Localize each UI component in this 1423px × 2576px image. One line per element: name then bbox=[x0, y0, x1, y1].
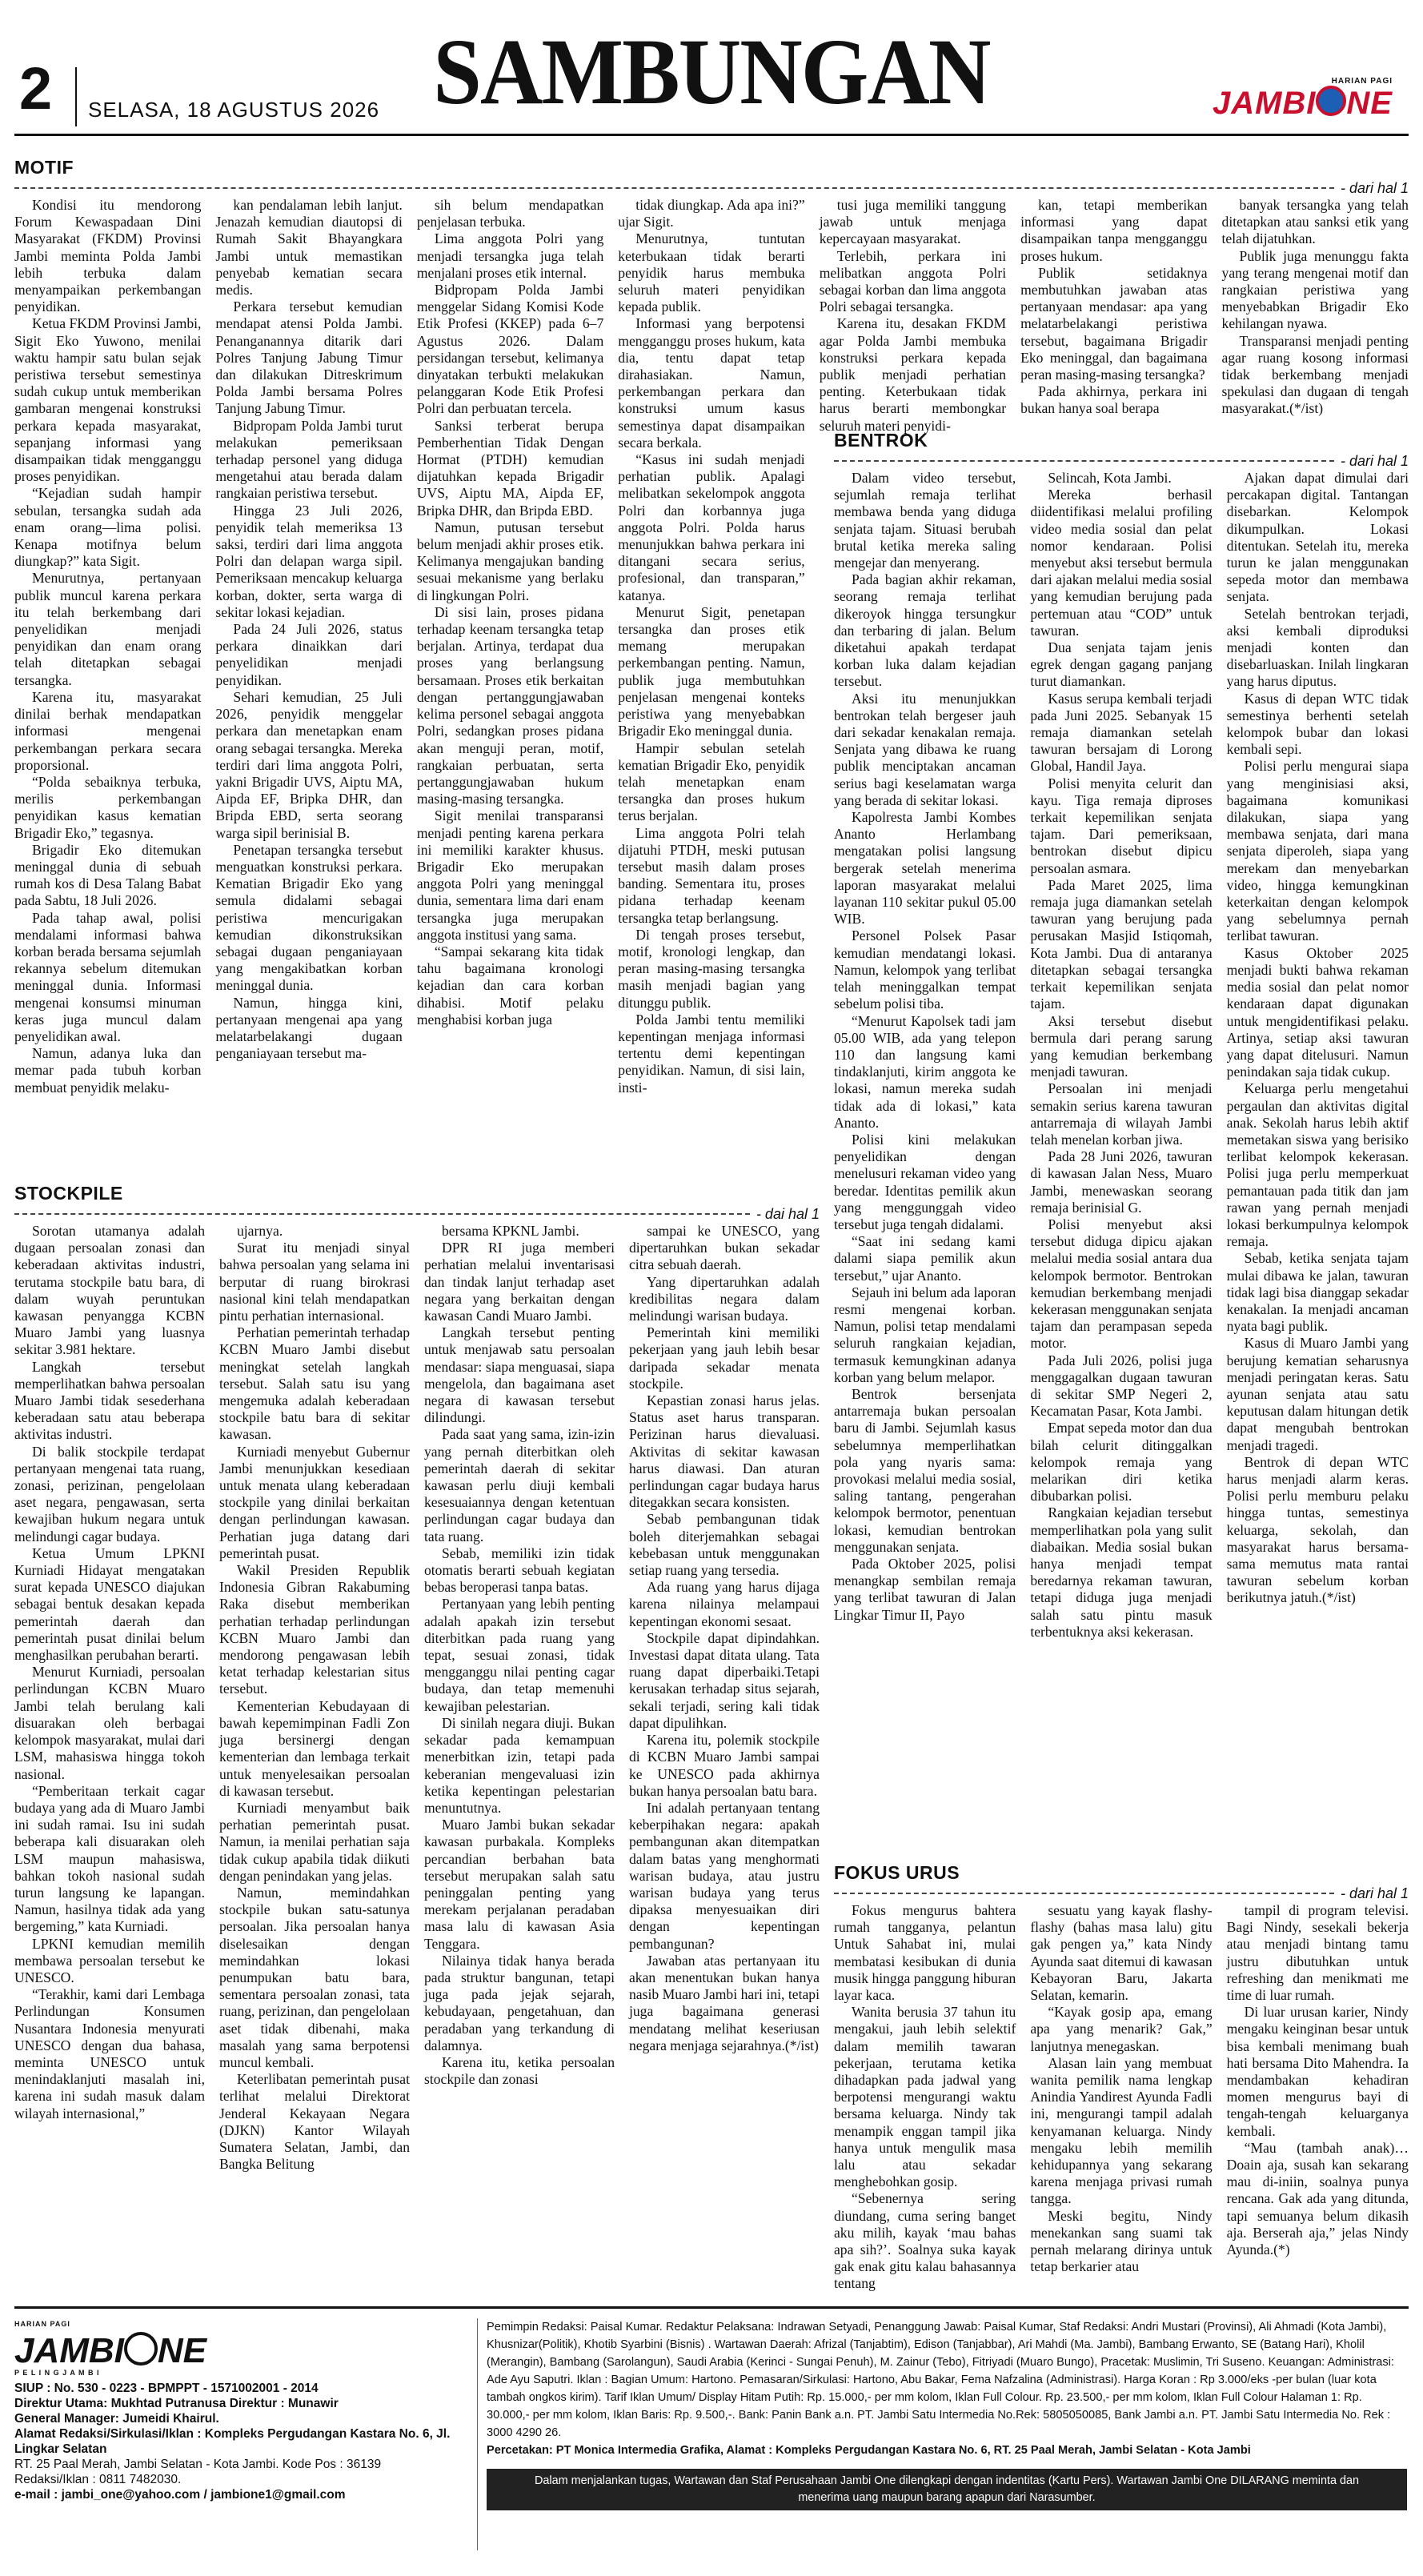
logo-tag: HARIAN PAGI bbox=[1331, 77, 1393, 86]
article-paragraph: Sebab pembangunan tidak boleh diterjemahkan sebagai kebebasan untuk menggunakan setiap ruang yang tersedia. bbox=[629, 1511, 820, 1579]
article-paragraph: kan pendalaman lebih lanjut. Jenazah kemudian diautopsi di Rumah Sakit Bhayangkara Jambi untuk memastikan penyebab kematian secara medis. bbox=[215, 197, 403, 298]
article-paragraph: Kasus Oktober 2025 menjadi bukti bahwa rekaman media sosial dan pelat nomor kendaraan dapat digunakan untuk mengidentifikasi pelaku. Artinya, setiap aksi tawuran yang dapat ditelusuri. Namun penindakan saja tidak cukup. bbox=[1226, 944, 1409, 1080]
article-paragraph: Alasan lain yang membuat wanita pemilik nama lengkap Anindia Yandirest Ayunda Fadli ini, mengurangi tampil adalah kenyamanan keluarga. Nindy mengaku lebih memilih kehidupannya yang sekarang karena menjaga privasi rumah tangga. bbox=[1030, 2054, 1213, 2207]
imprint-right bbox=[487, 2318, 1407, 2510]
article-column bbox=[834, 1902, 1016, 2292]
article-paragraph: tidak diungkap. Ada apa ini?” ujar Sigit. bbox=[618, 197, 805, 230]
article-paragraph: Di tengah proses tersebut, motif, kronologi lengkap, dan peran masing-masing tersangka masih menjadi bagian yang ditunggu publik. bbox=[618, 926, 805, 1011]
article-paragraph: Publik setidaknya membutuhkan jawaban atas pertanyaan mendasar: apa yang melatarbelakangi peristiwa tersebut, bagaimana Brigadir Eko meninggal, dan bagaimana peran masing-masing tersangka? bbox=[1020, 264, 1208, 383]
article-paragraph: Kurniadi menyambut baik perhatian pemerintah pusat. Namun, ia menilai perhatian saja tidak cukup apabila tidak diikuti dengan penindakan yang jelas. bbox=[219, 1799, 410, 1884]
article-paragraph: Polisi menyita celurit dan kayu. Tiga remaja diproses terkait kepemilikan senjata tajam. Dari pemeriksaan, bentrokan disebut dipicu persoalan asmara. bbox=[1030, 775, 1213, 876]
article-paragraph: Rangkaian kejadian tersebut memperlihatkan pola yang sulit diabaikan. Media sosial bukan hanya menjadi tempat beredarnya rekaman tawuran, tetapi diduga juga menjadi salah satu pintu masuk terbentuknya aksi kekerasan. bbox=[1030, 1504, 1213, 1640]
article-paragraph: Pada saat yang sama, izin-izin yang pernah diterbitkan oleh pemerintah daerah di sekitar kawasan perlu diuji kembali kesesuaiannya dengan ketentuan perlindungan cagar budaya dan tata ruang. bbox=[424, 1426, 615, 1544]
article-paragraph: Ketua FKDM Provinsi Jambi, Sigit Eko Yuwono, menilai waktu hampir satu bulan sejak peristiwa tersebut semestinya sudah cukup untuk memberikan gambaran mengenai konstruksi perkara kepada masyarakat, sepanjang informasi yang disampaikan tidak mengganggu proses penyidikan. bbox=[14, 315, 202, 485]
article-paragraph: Muaro Jambi bukan sekadar kawasan purbakala. Kompleks percandian berbahan bata tersebut merupakan salah satu peninggalan penting yang merekam perjalanan peradaban masa lalu di kawasan Asia Tenggara. bbox=[424, 1817, 615, 1952]
article-paragraph: Aksi itu menunjukkan bentrokan telah bergeser jauh dari sekadar kenakalan remaja. Senjata yang dibawa ke ruang publik menciptakan ancaman serius bagi keselamatan warga yang berada di sekitar lokasi. bbox=[834, 690, 1016, 808]
article-paragraph: Polisi perlu mengurai siapa yang menginisiasi aksi, bagaimana komunikasi dilakukan, siapa yang membawa senjata, dari mana senjata diperoleh, siapa yang merekam dan menyebarkan video, hingga kemungkinan keterkaitan dengan kelompok yang sebelumnya pernah terlibat tawuran. bbox=[1226, 758, 1409, 944]
article-paragraph: Pada Maret 2025, lima remaja juga diamankan setelah tawuran yang berujung pada perusakan Masjid Istiqomah, Kota Jambi. Dua di antaranya ditetapkan sebagai tersangka terkait kepemilikan senjata tajam. bbox=[1030, 876, 1213, 1012]
article-paragraph: sesuatu yang kayak flashy-flashy (bahas masa lalu) gitu gak pengen ya,” kata Nindy Ayunda saat ditemui di kawasan Kebayoran Baru, Jakarta Selatan, kemarin. bbox=[1030, 1902, 1213, 2004]
article-paragraph: Publik juga menunggu fakta yang terang mengenai motif dan rangkaian peristiwa yang menyebabkan Brigadir Eko kehilangan nyawa. bbox=[1221, 247, 1409, 332]
article-column bbox=[629, 1223, 820, 2279]
section-bentrok bbox=[834, 428, 1409, 1640]
continued-from-ref: - dari hal 1 bbox=[1340, 1885, 1409, 1901]
article-paragraph: Sorotan utamanya adalah dugaan persoalan zonasi dan keberadaan aktivitas industri, terutama stockpile batu bara, di dalam wuyah peruntukan kawasan penyangga KCBN Muaro Jambi yang luasnya sekitar 3.981 hektare. bbox=[14, 1223, 205, 1358]
article-paragraph: Menurutnya, pertanyaan publik muncul karena perkara itu telah berkembang dari penyelidikan menjadi penyidikan dan enam orang telah ditetapkan sebagai tersangka. bbox=[14, 570, 202, 688]
article-paragraph: Dalam video tersebut, sejumlah remaja terlihat membawa benda yang diduga senjata tajam. Situasi berubah brutal ketika mereka saling mengejar dan menyerang. bbox=[834, 470, 1016, 571]
section-rule bbox=[14, 1205, 820, 1223]
article-paragraph: Pada 28 Juni 2026, tawuran di kawasan Jalan Ness, Muaro Jambi, menewaskan seorang remaja berinisial G. bbox=[1030, 1148, 1213, 1216]
article-paragraph: Polisi menyebut aksi tersebut diduga dipicu ajakan melalui media sosial antara dua kelompok bermotor. Bentrokan kemudian berkembang menjadi kekerasan menggunakan senjata tajam dan perampasan sepeda motor. bbox=[1030, 1216, 1213, 1352]
article-paragraph: Bidpropam Polda Jambi menggelar Sidang Komisi Kode Etik Profesi (KKEP) pada 6–7 Agustus 2026. Dalam persidangan tersebut, kelimanya dinyatakan terbukti melakukan pelanggaran Kode Etik Profesi Polri dan perbuatan tercela. bbox=[416, 282, 604, 417]
imprint-line: RT. 25 Paal Merah, Jambi Selatan - Kota Jambi. Kode Pos : 36139 bbox=[14, 2458, 382, 2471]
imprint-line: Direktur Utama: Mukhtad Putranusa Direktur : Munawir bbox=[14, 2397, 339, 2410]
article-paragraph: ujarnya. bbox=[237, 1223, 283, 1239]
article-paragraph: Surat itu menjadi sinyal bahwa persoalan yang selama ini berputar di ruang birokrasi nasional kini telah mendapatkan pintu perhatian internasional. bbox=[219, 1240, 410, 1324]
footer-logo-o-icon bbox=[124, 2332, 158, 2366]
article-column bbox=[424, 1223, 615, 2279]
article-paragraph: Namun, adanya luka dan memar pada tubuh korban membuat penyidik melaku- bbox=[14, 1045, 202, 1096]
continued-from-ref: - dari hal 1 bbox=[1340, 452, 1409, 469]
article-paragraph: Pada bagian akhir rekaman, seorang remaja terlihat dikeroyok hingga tersungkur dan terbaring di jalan. Belum diketahui apakah terdapat korban luka dalam kejadian tersebut. bbox=[834, 571, 1016, 690]
article-paragraph: Penetapan tersangka tersebut menguatkan konstruksi perkara. Kematian Brigadir Eko yang semula didalami sebagai peristiwa mencurigakan kemudian dikonstruksikan sebagai dugaan penganiayaan yang mengakibatkan korban meninggal dunia. bbox=[215, 841, 403, 994]
article-column bbox=[1020, 197, 1208, 417]
article-paragraph: Brigadir Eko ditemukan meninggal dunia di sebuah rumah kos di Desa Talang Babat pada Sabtu, 18 Juli 2026. bbox=[14, 841, 202, 909]
article-paragraph: LPKNI kemudian memilih membawa persoalan tersebut ke UNESCO. bbox=[14, 1935, 205, 1985]
footer-logo-suffix: NE bbox=[157, 2331, 207, 2370]
article-paragraph: Yang dipertaruhkan adalah kredibilitas negara dalam melindungi warisan budaya. bbox=[629, 1273, 820, 1324]
article-paragraph: Kasus serupa kembali terjadi pada Juni 2025. Sebanyak 15 remaja diamankan setelah tawuran bersajam di Lorong Global, Handil Jaya. bbox=[1030, 690, 1213, 775]
article-paragraph: Lima anggota Polri yang menjadi tersangka juga telah menjalani proses etik internal. bbox=[416, 230, 604, 281]
article-paragraph: “Kayak gosip apa, emang apa yang menarik? Gak,” lanjutnya menegaskan. bbox=[1030, 2004, 1213, 2054]
article-paragraph: Bidpropam Polda Jambi turut melakukan pemeriksaan terhadap personel yang diduga mengetahui atau berada dalam rangkaian peristiwa tersebut. bbox=[215, 417, 403, 502]
article-paragraph: Sebab, memiliki izin tidak otomatis berarti sebuah kegiatan bebas beroperasi tanpa batas. bbox=[424, 1544, 615, 1596]
article-paragraph: Setelah bentrokan terjadi, aksi kembali diproduksi menjadi konten dan disebarluaskan. Inilah lingkaran yang harus diputus. bbox=[1226, 605, 1409, 690]
article-paragraph: “Polda sebaiknya terbuka, merilis perkembangan penyidikan kasus kematian Brigadir Eko,” tegasnya. bbox=[14, 773, 202, 841]
article-paragraph: Fokus mengurus bahtera rumah tangganya, pelantun Untuk Sahabat ini, mulai membatasi kesibukan di dunia musik hingga panggung hiburan layar kaca. bbox=[834, 1902, 1016, 2004]
footer-logo-tagline: P E L I N G J A M B I bbox=[14, 2369, 100, 2377]
article-column bbox=[618, 197, 805, 1096]
article-paragraph: Pemerintah kini memiliki pekerjaan yang jauh lebih besar daripada sekadar menata stockpile. bbox=[629, 1324, 820, 1392]
logo-o-icon bbox=[1316, 86, 1346, 116]
article-paragraph: Transparansi menjadi penting agar ruang kosong informasi tidak berkembang menjadi spekulasi dan dugaan di tengah masyarakat.(*/ist) bbox=[1221, 332, 1409, 417]
imprint-line: Redaksi/Iklan : 0811 7482030. bbox=[14, 2473, 182, 2486]
article-paragraph: “Menurut Kapolsek tadi jam 05.00 WIB, ada yang telepon 110 dan langsung kami tindaklanjuti, kirim anggota ke lokasi, namun mereka sudah tidak ada di lokasi,” kata Ananto. bbox=[834, 1012, 1016, 1131]
article-paragraph: Kepastian zonasi harus jelas. Status aset harus transparan. Perizinan harus dievaluasi. Aktivitas di sekitar kawasan harus diawasi. Dan aturan perlindungan cagar budaya harus ditegakkan secara konsisten. bbox=[629, 1392, 820, 1511]
article-column bbox=[834, 470, 1016, 1623]
article-paragraph: Lima anggota Polri telah dijatuhi PTDH, meski putusan tersebut masih dalam proses banding. Sementara itu, proses pidana terhadap keenam tersangka tetap berlangsung. bbox=[618, 824, 805, 926]
article-paragraph: Langkah tersebut memperlihatkan bahwa persoalan Muaro Jambi tidak sesederhana keberadaan satu atau beberapa aktivitas industri. bbox=[14, 1358, 205, 1443]
article-paragraph: Karena itu, desakan FKDM agar Polda Jambi membuka konstruksi perkara kepada publik menjadi perhatian penting. Keterbukaan tidak harus berarti membongkar seluruh materi penyidi- bbox=[819, 315, 1007, 434]
article-paragraph: Kasus di depan WTC tidak semestinya berhenti setelah kelompok bubar dan lokasi kembali sepi. bbox=[1226, 690, 1409, 758]
article-paragraph: Jawaban atas pertanyaan itu akan menentukan bukan hanya nasib Muaro Jambi hari ini, tetapi juga bagaimana generasi mendatang melihat keseriusan negara menjaga sejarahnya.(*/ist) bbox=[629, 1952, 820, 2053]
article-paragraph: bersama KPKNL Jambi. bbox=[442, 1223, 579, 1239]
article-paragraph: Pada akhirnya, perkara ini bukan hanya soal berapa bbox=[1020, 383, 1208, 417]
article-paragraph: Di luar urusan karier, Nindy mengaku keinginan besar untuk bisa kembali menimang buah hati bersama Dito Mahendra. Ia mendambakan kehadiran momen mengurus bayi di tengah-tengah keluarganya kembali. bbox=[1226, 2004, 1409, 2139]
article-paragraph: Perhatian pemerintah terhadap KCBN Muaro Jambi disebut meningkat setelah langkah tersebut. Salah satu isu yang mengemuka adalah keberadaan stockpile batu bara di sekitar kawasan. bbox=[219, 1324, 410, 1443]
imprint-line: General Manager: Jumeidi Khairul. bbox=[14, 2412, 219, 2426]
masthead-rule bbox=[14, 134, 1409, 136]
article-column bbox=[416, 197, 604, 1028]
article-columns bbox=[834, 470, 1409, 1640]
article-paragraph: Namun, memindahkan stockpile bukan satu-satunya persoalan. Jika persoalan hanya diselesaikan dengan memindahkan lokasi penumpukan batu bara, sementara persoalan zonasi, tata ruang, perizinan, dan pengelolaan aset tidak dibenahi, maka masalah yang sama berpotensi muncul kembali. bbox=[219, 1884, 410, 2070]
press-notice: Dalam menjalankan tugas, Wartawan dan Staf Perusahaan Jambi One dilengkapi dengan indentitas (Kartu Pers). Wartawan Jambi One DILARANG meminta dan menerima uang maupun barang apapun dari Narasumber. bbox=[487, 2469, 1407, 2510]
article-column bbox=[819, 197, 1007, 434]
article-column bbox=[1221, 197, 1409, 417]
section-rule bbox=[834, 1885, 1409, 1902]
article-column bbox=[1226, 470, 1409, 1606]
article-paragraph: Kementerian Kebudayaan di bawah kepemimpinan Fadli Zon juga bersinergi dengan kementerian dan lembaga terkait untuk menyelesaikan persoalan di kawasan tersebut. bbox=[219, 1697, 410, 1799]
article-paragraph: kan, tetapi memberikan informasi yang dapat disampaikan tanpa mengganggu proses hukum. bbox=[1020, 197, 1208, 264]
page-section-title: SAMBUNGAN bbox=[433, 19, 990, 124]
article-paragraph: Aksi tersebut disebut bermula dari perang sarung yang kemudian berkembang menjadi tawuran. bbox=[1030, 1012, 1213, 1080]
article-paragraph: sih belum mendapatkan penjelasan terbuka. bbox=[416, 197, 604, 230]
article-paragraph: tusi juga memiliki tanggung jawab untuk menjaga kepercayaan masyarakat. bbox=[819, 197, 1007, 247]
article-paragraph: Pada Juli 2026, polisi juga menggagalkan dugaan tawuran di sekitar SMP Negeri 2, Kecamatan Pasar, Kota Jambi. bbox=[1030, 1352, 1213, 1420]
article-paragraph: Wanita berusia 37 tahun itu mengakui, jauh lebih selektif dalam memilih tawaran pekerjaan, terutama ketika dihadapkan pada jadwal yang berpotensi mengurangi waktu bersama keluarga. Nindy tak menampik enggan tampil jika hanya untuk mengulik masa lalu atau sekadar menghebohkan gosip. bbox=[834, 2004, 1016, 2190]
article-paragraph: Keluarga perlu mengetahui pergaulan dan aktivitas digital anak. Sekolah harus lebih aktif memetakan siswa yang berisiko terlibat kelompok kekerasan. Polisi juga perlu memperkuat pemantauan pada titik dan jam rawan yang pernah menjadi lokasi berkumpulnya kelompok remaja. bbox=[1226, 1080, 1409, 1250]
newspaper-logo bbox=[1213, 77, 1393, 122]
masthead bbox=[14, 0, 1409, 136]
article-column bbox=[14, 197, 202, 1096]
article-paragraph: Stockpile dapat dipindahkan. Investasi dapat ditata ulang. Tata ruang dapat diperbaiki.Tetapi kerusakan terhadap situs sejarah, sekali terjadi, sering kali tidak dapat dipulihkan. bbox=[629, 1629, 820, 1731]
article-paragraph: Wakil Presiden Republik Indonesia Gibran Rakabuming Raka disebut memberikan perhatian terhadap perlindungan KCBN Muaro Jambi dan mendorong pengawasan lebih ketat terhadap kelestarian situs tersebut. bbox=[219, 1562, 410, 1697]
article-paragraph: Empat sepeda motor dan dua bilah celurit ditinggalkan kelompok remaja yang melarikan diri ketika dibubarkan polisi. bbox=[1030, 1420, 1213, 1504]
article-paragraph: Hampir sebulan setelah kematian Brigadir Eko, penyidik telah menetapkan enam tersangka dan proses hukum terus berjalan. bbox=[618, 739, 805, 824]
article-paragraph: sampai ke UNESCO, yang dipertaruhkan bukan sekadar citra sebuah daerah. bbox=[629, 1223, 820, 1273]
footer-divider bbox=[477, 2318, 478, 2550]
article-paragraph: Selincah, Kota Jambi. bbox=[1048, 470, 1172, 486]
imprint-line: Alamat Redaksi/Sirkulasi/Iklan : Kompleks Pergudangan Kastara No. 6, Jl. Lingkar Selatan bbox=[14, 2427, 451, 2456]
article-column bbox=[215, 197, 403, 1062]
footer-logo bbox=[14, 2317, 471, 2381]
continued-from-ref: - dai hal 1 bbox=[756, 1205, 820, 1222]
imprint-line: SIUP : No. 530 - 0223 - BPMPPT - 1571002001 - 2014 bbox=[14, 2382, 319, 2395]
article-paragraph: Terlebih, perkara ini melibatkan anggota Polri sebagai korban dan lima anggota Polri sebagai tersangka. bbox=[819, 247, 1007, 315]
footer-logo-tag: HARIAN PAGI bbox=[14, 2320, 70, 2328]
continued-from-ref: - dari hal 1 bbox=[1340, 179, 1409, 196]
article-paragraph: Sigit menilai transparansi menjadi penting karena perkara ini memiliki karakter khusus. Brigadir Eko merupakan anggota Polri yang meninggal dunia, sementara lima dari enam tersangka juga merupakan anggota institusi yang sama. bbox=[416, 807, 604, 943]
article-paragraph: Personel Polsek Pasar kemudian mendatangi lokasi. Namun, kelompok yang terlibat telah meninggalkan tempat sebelum polisi tiba. bbox=[834, 927, 1016, 1012]
imprint-email: e-mail : jambi_one@yahoo.com / jambione1@gmail.com bbox=[14, 2488, 346, 2502]
article-paragraph: Namun, hingga kini, pertanyaan mengenai apa yang melatarbelakangi dugaan penganiayaan tersebut ma- bbox=[215, 994, 403, 1062]
article-column bbox=[14, 1223, 205, 2279]
article-paragraph: Polda Jambi tentu memiliki kepentingan menjaga informasi tertentu demi kepentingan penyidikan. Namun, di sisi lain, insti- bbox=[618, 1011, 805, 1096]
imprint-footer bbox=[14, 2306, 1409, 2565]
article-paragraph: “Terakhir, kami dari Lembaga Perlindungan Konsumen Nusantara Indonesia menyurati UNESCO dengan dua bahasa, meminta UNESCO untuk menindaklanjuti masalah ini, karena ini sudah masuk dalam wilayah internasional,” bbox=[14, 1986, 205, 2121]
imprint-left bbox=[14, 2317, 471, 2502]
article-paragraph: Pada 24 Juli 2026, status perkara dinaikkan dari penyelidikan menjadi penyidikan. bbox=[215, 621, 403, 688]
section-title: FOKUS URUS bbox=[834, 1862, 960, 1883]
article-paragraph: Kondisi itu mendorong Forum Kewaspadaan Dini Masyarakat (FKDM) Provinsi Jambi meminta Polda Jambi lebih terbuka dalam menyampaikan perkembangan penyidikan. bbox=[14, 197, 202, 315]
article-paragraph: Di balik stockpile terdapat pertanyaan mengenai tata ruang, zonasi, perizinan, pengelolaan aset negara, pengawasan, serta kewajiban hukum negara untuk melindungi cagar budaya. bbox=[14, 1443, 205, 1544]
section-title: MOTIF bbox=[14, 157, 74, 178]
article-paragraph: DPR RI juga memberi perhatian melalui inventarisasi dan tindak lanjut terhadap aset negara yang berkaitan dengan kawasan Candi Muaro Jambi. bbox=[424, 1240, 615, 1324]
article-columns bbox=[14, 1223, 820, 2279]
article-paragraph: Dua senjata tajam jenis egrek dengan gagang panjang turut diamankan. bbox=[1030, 639, 1213, 690]
printer-info: Percetakan: PT Monica Intermedia Grafika, Alamat : Kompleks Pergudangan Kastara No. 6, RT. 25 Paal Merah, Jambi Selatan - Kota Jambi bbox=[487, 2444, 1251, 2457]
article-paragraph: Pada Oktober 2025, polisi menangkap sembilan remaja yang terlibat tawuran di Jalan Lingkar Timur II, Payo bbox=[834, 1556, 1016, 1623]
article-column bbox=[1030, 470, 1213, 1640]
article-paragraph: “Saat ini sedang kami dalami siapa pemilik akun tersebut,” ujar Ananto. bbox=[834, 1233, 1016, 1284]
article-paragraph: Ajakan dapat dimulai dari percakapan digital. Tantangan disebarkan. Kelompok dikumpulkan. Lokasi ditentukan. Setelah itu, mereka turun ke jalan menggunakan sepeda motor dan membawa senjata. bbox=[1226, 470, 1409, 605]
article-paragraph: Kapolresta Jambi Kombes Ananto Herlambang mengatakan polisi langsung bergerak setelah menerima laporan masyarakat melalui layanan 110 sekitar pukul 05.00 WIB. bbox=[834, 809, 1016, 927]
article-paragraph: Ini adalah pertanyaan tentang keberpihakan negara: apakah pembangunan akan ditempatkan dalam batas yang menghormati warisan budaya, atau justru warisan budaya yang terus dipaksa menyesuaikan diri dengan kepentingan pembangunan? bbox=[629, 1799, 820, 1952]
section-rule bbox=[14, 179, 1409, 197]
article-paragraph: “Kasus ini sudah menjadi perhatian publik. Apalagi melibatkan sekelompok anggota Polri dan korbannya juga anggota Polri. Polda harus menunjukkan bahwa perkara ini ditangani secara serius, profesional, dan transparan,” katanya. bbox=[618, 451, 805, 603]
article-paragraph: Kasus di Muaro Jambi yang berujung kematian seharusnya menjadi peringatan keras. Satu ayunan senjata atau satu keputusan dalam hitungan detik dapat mengubah bentrokan menjadi tragedi. bbox=[1226, 1335, 1409, 1453]
article-paragraph: Menurut Sigit, penetapan tersangka dan proses etik memang merupakan perkembangan penting. Namun, publik juga membutuhkan penjelasan mengenai konteks peristiwa yang menyebabkan Brigadir Eko meninggal dunia. bbox=[618, 603, 805, 739]
article-paragraph: Persoalan ini menjadi semakin serius karena tawuran antarremaja di wilayah Jambi telah menelan korban jiwa. bbox=[1030, 1080, 1213, 1148]
logo-wordmark bbox=[1213, 86, 1393, 122]
article-paragraph: Menurutnya, tuntutan keterbukaan tidak berarti penyidik harus membuka seluruh materi penyidikan kepada publik. bbox=[618, 230, 805, 315]
article-paragraph: “Pemberitaan terkait cagar budaya yang ada di Muaro Jambi ini sudah ramai. Isu ini sudah beberapa kali disuarakan oleh LSM maupun mahasiswa, bahkan tokoh nasional sudah turun langsung ke lapangan. Namun, hasilnya tidak ada yang bergeming,” kata Kurniadi. bbox=[14, 1782, 205, 1935]
logo-suffix: NE bbox=[1346, 86, 1393, 121]
article-column bbox=[219, 1223, 410, 2279]
article-paragraph: Kurniadi menyebut Gubernur Jambi menunjukkan kesediaan untuk menata ulang keberadaan stockpile yang dinilai berkaitan dengan perlindungan kawasan. Perhatian juga datang dari pemerintah pusat. bbox=[219, 1443, 410, 1561]
article-paragraph: Ketua Umum LPKNI Kurniadi Hidayat mengatakan surat kepada UNESCO diajukan sebagai bentuk desakan kepada pemerintah daerah dan pemerintah pusat dinilai belum menghasilkan perubahan berarti. bbox=[14, 1544, 205, 1664]
article-paragraph: Hingga 23 Juli 2026, penyidik telah memeriksa 13 saksi, terdiri dari lima anggota Polri dan delapan warga sipil. Pemeriksaan mencakup keluarga korban, dokter, serta warga di sekitar lokasi kejadian. bbox=[215, 502, 403, 620]
article-paragraph: Karena itu, polemik stockpile di KCBN Muaro Jambi sampai ke UNESCO pada akhirnya bukan hanya persoalan batu bara. bbox=[629, 1732, 820, 1799]
article-paragraph: Sehari kemudian, 25 Juli 2026, penyidik menggelar perkara dan menetapkan enam orang sebagai tersangka. Mereka terdiri dari lima anggota Polri, yakni Brigadir UVS, Aiptu MA, Aipda EF, Bripka DHR, dan Bripda EBD, serta seorang warga sipil berinisial B. bbox=[215, 688, 403, 841]
section-stockpile bbox=[14, 1181, 820, 2286]
article-paragraph: Ada ruang yang harus dijaga karena nilainya melampaui kepentingan ekonomi sesaat. bbox=[629, 1579, 820, 1629]
article-paragraph: Karena itu, masyarakat dinilai berhak mendapatkan informasi mengenai perkembangan perkara secara proporsional. bbox=[14, 688, 202, 773]
article-paragraph: Karena itu, ketika persoalan stockpile dan zonasi bbox=[424, 2053, 615, 2088]
article-paragraph: banyak tersangka yang telah ditetapkan atau sanksi etik yang telah dijatuhkan. bbox=[1221, 197, 1409, 247]
article-paragraph: Polisi kini melakukan penyelidikan dengan menelusuri rekaman video yang beredar. Identitas pemilik akun yang menggunggah video tersebut juga tengah didalami. bbox=[834, 1131, 1016, 1232]
article-paragraph: “Sampai sekarang kita tidak tahu bagaimana kronologi kejadian dan cara korban dihabisi. Motif pelaku menghabisi korban juga bbox=[416, 943, 604, 1028]
article-paragraph: Bentrok bersenjata antarremaja bukan persoalan baru di Jambi. Sejumlah kasus sebelumnya memperlihatkan pola yang nyaris sama: provokasi melalui media sosial, saling tantang, pengerahan kelompok bermotor, penentuan lokasi, kemudian bentrokan menggunakan senjata. bbox=[834, 1385, 1016, 1555]
issue-date: SELASA, 18 AGUSTUS 2026 bbox=[88, 98, 380, 122]
page-number: 2 bbox=[19, 55, 53, 122]
article-paragraph: Meski begitu, Nindy menekankan sang suami tak pernah melarang dirinya untuk tetap berkarier atau bbox=[1030, 2207, 1213, 2275]
article-column bbox=[1227, 1902, 1409, 2286]
article-paragraph: tampil di program televisi. Bagi Nindy, sesekali bekerja atau menjadi bintang tamu justru dibutuhkan untuk refreshing dan menikmati me time di luar rumah. bbox=[1226, 1902, 1409, 2004]
section-title: BENTROK bbox=[834, 430, 928, 451]
logo-prefix: JAMBI bbox=[1212, 86, 1317, 121]
article-column bbox=[1030, 1902, 1212, 2286]
article-paragraph: “Kejadian sudah hampir sebulan, tersangka sudah ada enam orang—lima polisi. Kenapa motifnya belum diungkap?” kata Sigit. bbox=[14, 485, 202, 570]
article-paragraph: Keterlibatan pemerintah pusat terlihat melalui Direktorat Jenderal Kekayaan Negara (DJKN) Kantor Wilayah Sumatera Selatan, Jambi, dan Bangka Belitung bbox=[219, 2071, 410, 2173]
footer-logo-prefix: JAMBI bbox=[14, 2331, 124, 2370]
article-paragraph: Menurut Kurniadi, persoalan perlindungan KCBN Muaro Jambi telah berulang kali disuarakan oleh berbagai kelompok masyarakat, mulai dari LSM, mahasiswa hingga tokoh nasional. bbox=[14, 1664, 205, 1782]
article-paragraph: Pertanyaan yang lebih penting adalah apakah izin tersebut diterbitkan pada ruang yang tepat, sesuai zonasi, tidak mengganggu nilai penting cagar budaya, dan tetap memenuhi kewajiban pelestarian. bbox=[424, 1596, 615, 1714]
section-fokus-urus bbox=[834, 1861, 1409, 2293]
article-paragraph: Di sinilah negara diuji. Bukan sekadar pada kemampuan menerbitkan izin, tetapi pada keberanian mengevaluasi izin ketika kepentingan pelestarian menuntutnya. bbox=[424, 1714, 615, 1816]
article-paragraph: Langkah tersebut penting untuk menjawab satu persoalan mendasar: siapa menguasai, siapa mengelola, dan bagaimana aset negara di kawasan tersebut dilindungi. bbox=[424, 1324, 615, 1426]
staff-list: Pemimpin Redaksi: Paisal Kumar. Redaktur Pelaksana: Indrawan Setyadi, Penanggung Jawab: Paisal Kumar, Staf Redaksi: Andri Mustari (Provinsi), Ali Ahmadi (Kota Jambi), Khusnizar(Politik), Khotib Syarbini (Bisnis) . Wartawan Daerah: Afrizal (Tanjabtim), Edison (Tanjabbar), Ari Mahdi (Ma. Jambi), Bambang Erwanto, SE (Batang Hari), Kholil (Merangin), Bambang (Sarolangun), Saudi Arabia (Kerinci - Sungai Penuh), M. Zainur (Tebo), Fitriyadi (Muaro Bungo), Pracetak: Muslimin, Tri Suseno. Keuangan: Administrasi: Ade Ayu Saputri. Iklan : Bagian Umum: Hartono. Pemasaran/Sirkulasi: Hartono, Abu Bakar, Fema Nafzalina (Administrasi). Harga Koran : Rp 3.000/eks -per bulan (luar kota tambah ongkos kirim). Tarif Iklan Umum/ Display Hitam Putih: Rp. 15.000,- per mm kolom, Iklan Full Colour. Rp. 23.500,- per mm kolom, Iklan Full Colour Halaman 1: Rp. 30.000,- per mm kolom, Iklan Baris: Rp. 9.500,-. Bank: Panin Bank a.n. PT. Jambi Satu Intermedia No.Rek: 5805050085, Bank Jambi a.n. PT. Jambi Satu Intermedia No. Rek : 3000 4290 26. bbox=[487, 2321, 1394, 2439]
article-paragraph: “Mau (tambah anak)… Doain aja, susah kan sekarang mau di-iniin, soalnya punya rencana. Gak ada yang ditunda, tapi semuanya belum dikasih aja. Berserah aja,” jelas Nindy Ayunda.(*) bbox=[1226, 2139, 1409, 2258]
article-paragraph: Perkara tersebut kemudian mendapat atensi Polda Jambi. Penanganannya ditarik dari Polres Tanjung Jabung Timur dan dilakukan Ditreskrimum Polda Jambi bersama Polres Tanjung Jabung Timur. bbox=[215, 298, 403, 417]
section-rule bbox=[834, 452, 1409, 470]
section-title: STOCKPILE bbox=[14, 1183, 123, 1204]
article-paragraph: Namun, putusan tersebut belum menjadi akhir proses etik. Kelimanya mengajukan banding sesuai mekanisme yang berlaku di lingkungan Polri. bbox=[416, 519, 604, 603]
article-paragraph: Informasi yang berpotensi mengganggu proses hukum, kata dia, tentu dapat tetap dirahasiakan. Namun, perkembangan perkara dan konstruksi umum kasus semestinya dapat disampaikan secara berkala. bbox=[618, 315, 805, 451]
newspaper-page bbox=[14, 0, 1409, 2576]
article-paragraph: Nilainya tidak hanya berada pada struktur bangunan, tetapi juga pada jejak sejarah, kebudayaan, pengetahuan, dan peradaban yang terkandung di dalamnya. bbox=[424, 1952, 615, 2053]
article-paragraph: “Sebenernya sering diundang, cuma sering banget aku milih, kayak ‘mau bahas apa sih?’. Soalnya suka kayak gak enak gitu kalau bahasannya tentang bbox=[834, 2190, 1016, 2292]
article-paragraph: Mereka berhasil diidentifikasi melalui profiling video media sosial dan pelat nomor kendaraan. Polisi menyebut aksi tersebut bermula dari ajakan melalui media sosial yang kemudian berujung pada pertemuan atau “COD” untuk tawuran. bbox=[1030, 487, 1213, 639]
article-paragraph: Sebab, ketika senjata tajam mulai dibawa ke jalan, tawuran tidak lagi bisa dianggap sekadar kenakalan. Ia menjadi ancaman nyata bagi publik. bbox=[1226, 1250, 1409, 1335]
article-paragraph: Di sisi lain, proses pidana terhadap keenam tersangka tetap berjalan. Artinya, terdapat dua proses yang berlangsung bersamaan. Proses etik berkaitan dengan pertanggungjawaban kelima personel sebagai anggota Polri, sedangkan proses pidana akan menguji peran, motif, rangkaian perbuatan, serta pertanggungjawaban hukum masing-masing tersangka. bbox=[416, 603, 604, 807]
article-paragraph: Sanksi terberat berupa Pemberhentian Tidak Dengan Hormat (PTDH) kemudian dijatuhkan kepada Brigadir UVS, Aiptu MA, Aipda EF, Bripka DHR, dan Bripda EBD. bbox=[416, 417, 604, 519]
article-columns bbox=[834, 1902, 1409, 2292]
article-paragraph: Sejauh ini belum ada laporan resmi mengenai korban. Namun, polisi tetap mendalami seluruh rangkaian kejadian, termasuk kemungkinan adanya korban yang belum melapor. bbox=[834, 1284, 1016, 1385]
article-paragraph: Pada tahap awal, polisi mendalami informasi bahwa korban berada bersama sejumlah rekannya sebelum ditemukan meninggal dunia. Informasi mengenai konsumsi minuman keras juga muncul dalam penyelidikan awal. bbox=[14, 909, 202, 1044]
article-paragraph: Bentrok di depan WTC harus menjadi alarm keras. Polisi perlu memburu pelaku hingga tuntas, semestinya keluarga, sekolah, dan masyarakat harus bersama-sama memutus mata rantai tawuran sebelum korban berikutnya jatuh.(*/ist) bbox=[1226, 1453, 1409, 1606]
